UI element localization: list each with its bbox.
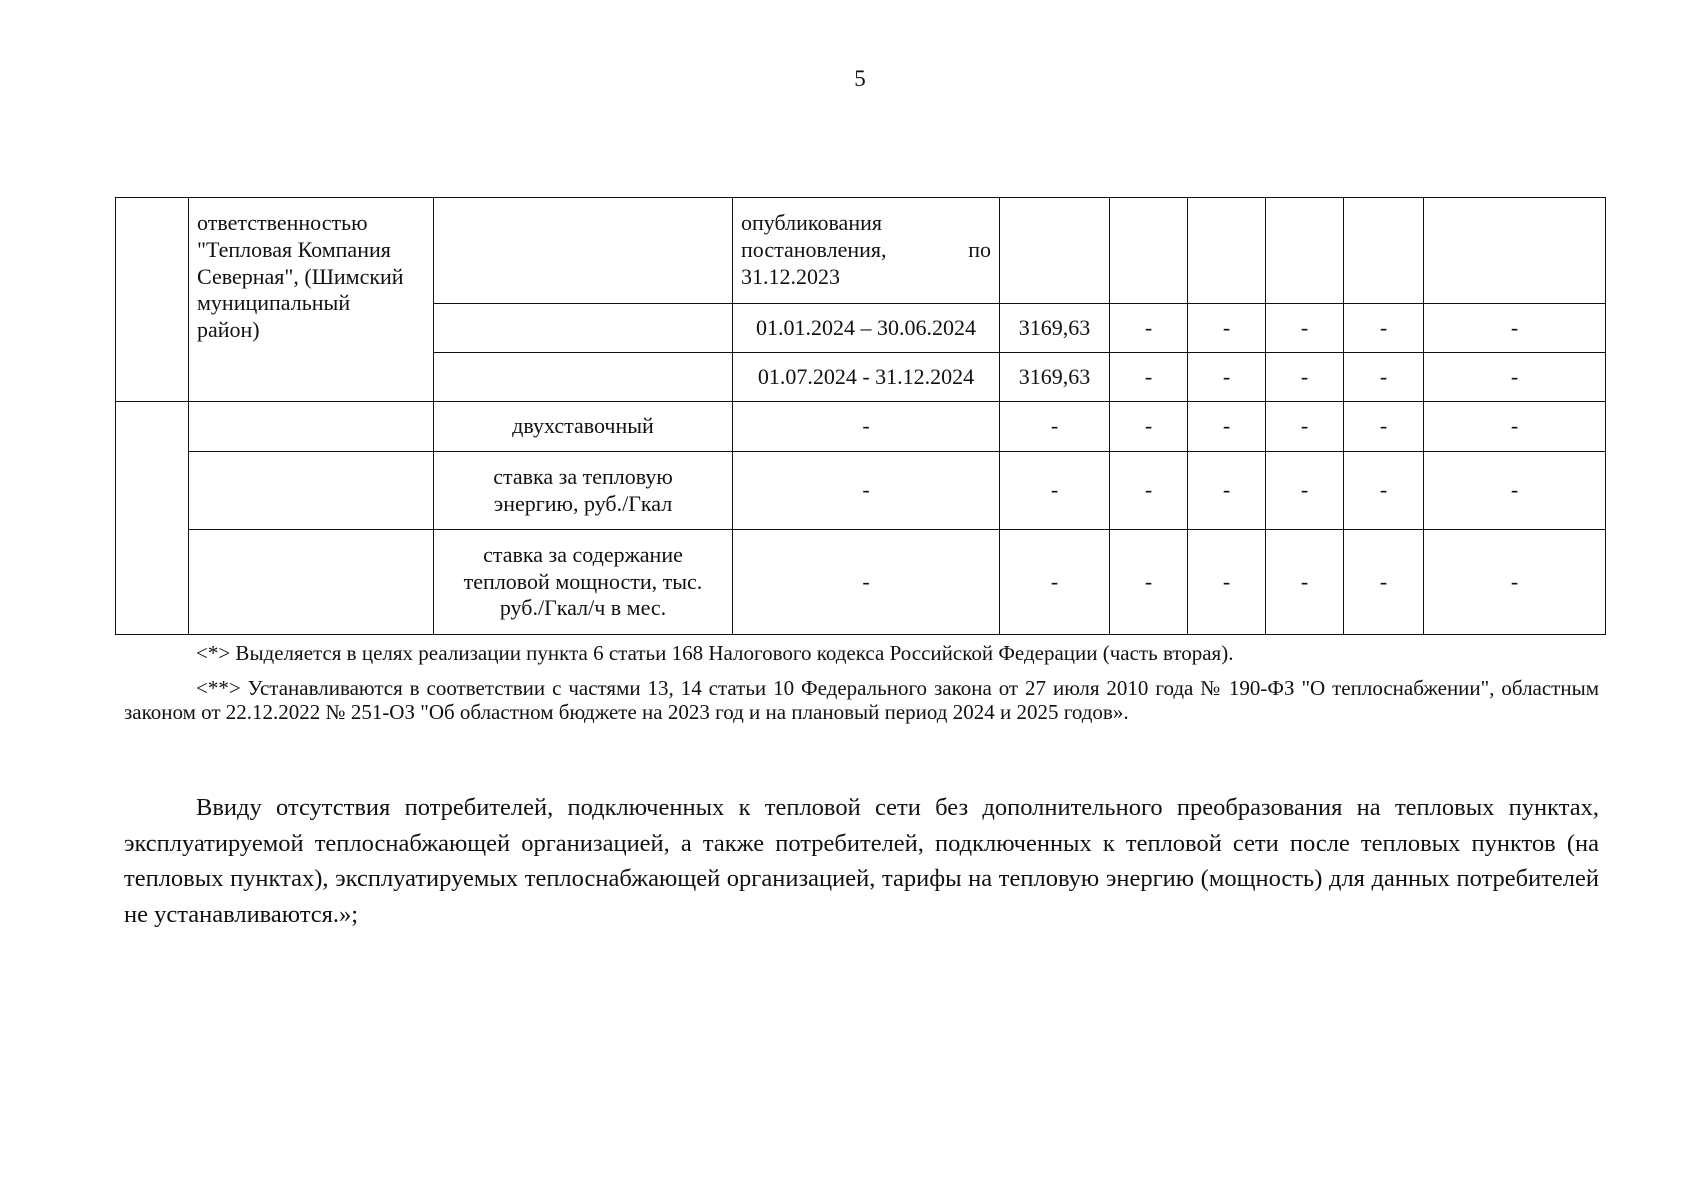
org-line: район) xyxy=(197,317,260,343)
table-row xyxy=(116,402,1606,452)
value-cell: - xyxy=(1110,304,1188,353)
value-cell: - xyxy=(1000,530,1110,635)
value-cell xyxy=(1000,198,1110,304)
org-line: Северная", (Шимский xyxy=(197,263,404,289)
org-line: "Тепловая Компания xyxy=(197,236,391,262)
tariff-type-cell xyxy=(434,304,733,353)
value-cell xyxy=(1188,198,1266,304)
table-row xyxy=(116,452,1606,530)
rate-label-line: энергию, руб./Гкал xyxy=(493,490,673,516)
rate-label-line: тепловой мощности, тыс. xyxy=(463,568,703,594)
value-cell: - xyxy=(1110,402,1188,452)
rate-label-line: руб./Гкал/ч в мес. xyxy=(499,595,667,621)
footnote: <**> Устанавливаются в соответствии с частями 13, 14 статьи 10 Федерального закона от 27 июля 2010 года № 190-ФЗ "О теплоснабжении", областным законом от 22.12.2022 № 251-ОЗ "Об областном бюджете на 2023 год и на плановый период 2024 и 2025 годов». xyxy=(124,675,1599,724)
period-line: 31.12.2023 xyxy=(741,263,840,289)
page-number: 5 xyxy=(854,66,866,91)
value-cell: - xyxy=(1344,452,1424,530)
period-line: опубликования xyxy=(741,210,882,235)
value-cell: - xyxy=(1000,452,1110,530)
value-cell: - xyxy=(1266,304,1344,353)
empty-org-cell xyxy=(189,530,434,635)
footnote: <*> Выделяется в целях реализации пункта 6 статьи 168 Налогового кодекса Российской Федерации (часть вторая). xyxy=(196,641,1234,665)
value-cell: - xyxy=(733,530,1000,635)
empty-number-cell xyxy=(116,198,189,402)
value-cell: - xyxy=(1344,530,1424,635)
value-cell: - xyxy=(1424,353,1606,402)
value-cell: - xyxy=(1188,304,1266,353)
empty-number-cell xyxy=(116,402,189,635)
value-cell: - xyxy=(1344,402,1424,452)
period-line xyxy=(741,237,991,264)
value-cell: - xyxy=(1266,452,1344,530)
period-word: по xyxy=(968,236,991,262)
tariff-type-cell: двухставочный xyxy=(434,402,733,452)
period-word: постановления, xyxy=(741,236,887,262)
period-cell xyxy=(733,198,1000,304)
value-cell: - xyxy=(1424,402,1606,452)
value-cell: - xyxy=(1000,402,1110,452)
value-cell: - xyxy=(1344,353,1424,402)
value-cell: - xyxy=(1188,353,1266,402)
value-cell xyxy=(1266,198,1344,304)
value-cell: - xyxy=(1110,530,1188,635)
value-cell: - xyxy=(733,452,1000,530)
value-cell: - xyxy=(1424,530,1606,635)
org-line: муниципальный xyxy=(197,290,351,316)
empty-org-cell xyxy=(189,402,434,452)
value-cell: - xyxy=(733,402,1000,452)
rate-label-line: ставка за содержание xyxy=(483,541,683,567)
footnotes xyxy=(124,642,1599,736)
period-cell: 01.07.2024 - 31.12.2024 xyxy=(733,353,1000,402)
period-cell: 01.01.2024 – 30.06.2024 xyxy=(733,304,1000,353)
value-cell xyxy=(1110,198,1188,304)
value-cell: - xyxy=(1110,353,1188,402)
value-cell: - xyxy=(1266,530,1344,635)
body-paragraph: Ввиду отсутствия потребителей, подключенных к тепловой сети без дополнительного преобразования на тепловых пунктах, эксплуатируемой теплоснабжающей организацией, а также потребителей, подключенных к тепловой сети после тепловых пунктов (на тепловых пунктах), эксплуатируемых теплоснабжающей организацией, тарифы на тепловую энергию (мощность) для данных потребителей не устанавливаются.»; xyxy=(124,794,1599,928)
value-cell: - xyxy=(1188,530,1266,635)
value-cell: - xyxy=(1424,304,1606,353)
tariff-type-cell xyxy=(434,198,733,304)
organization-name-cell xyxy=(189,198,434,402)
value-cell: - xyxy=(1188,402,1266,452)
table-row xyxy=(116,530,1606,635)
value-cell: 3169,63 xyxy=(1000,353,1110,402)
empty-org-cell xyxy=(189,452,434,530)
value-cell xyxy=(1344,198,1424,304)
table-row xyxy=(116,198,1606,304)
tariff-table xyxy=(115,197,1606,635)
tariff-type-cell xyxy=(434,353,733,402)
value-cell: - xyxy=(1266,353,1344,402)
value-cell: - xyxy=(1344,304,1424,353)
org-line: ответственностью xyxy=(197,210,368,235)
value-cell: - xyxy=(1188,452,1266,530)
value-cell: - xyxy=(1424,452,1606,530)
value-cell: - xyxy=(1266,402,1344,452)
tariff-type-cell xyxy=(434,530,733,635)
rate-label-line: ставка за тепловую xyxy=(493,463,673,489)
value-cell: 3169,63 xyxy=(1000,304,1110,353)
value-cell: - xyxy=(1110,452,1188,530)
tariff-type-cell xyxy=(434,452,733,530)
value-cell xyxy=(1424,198,1606,304)
